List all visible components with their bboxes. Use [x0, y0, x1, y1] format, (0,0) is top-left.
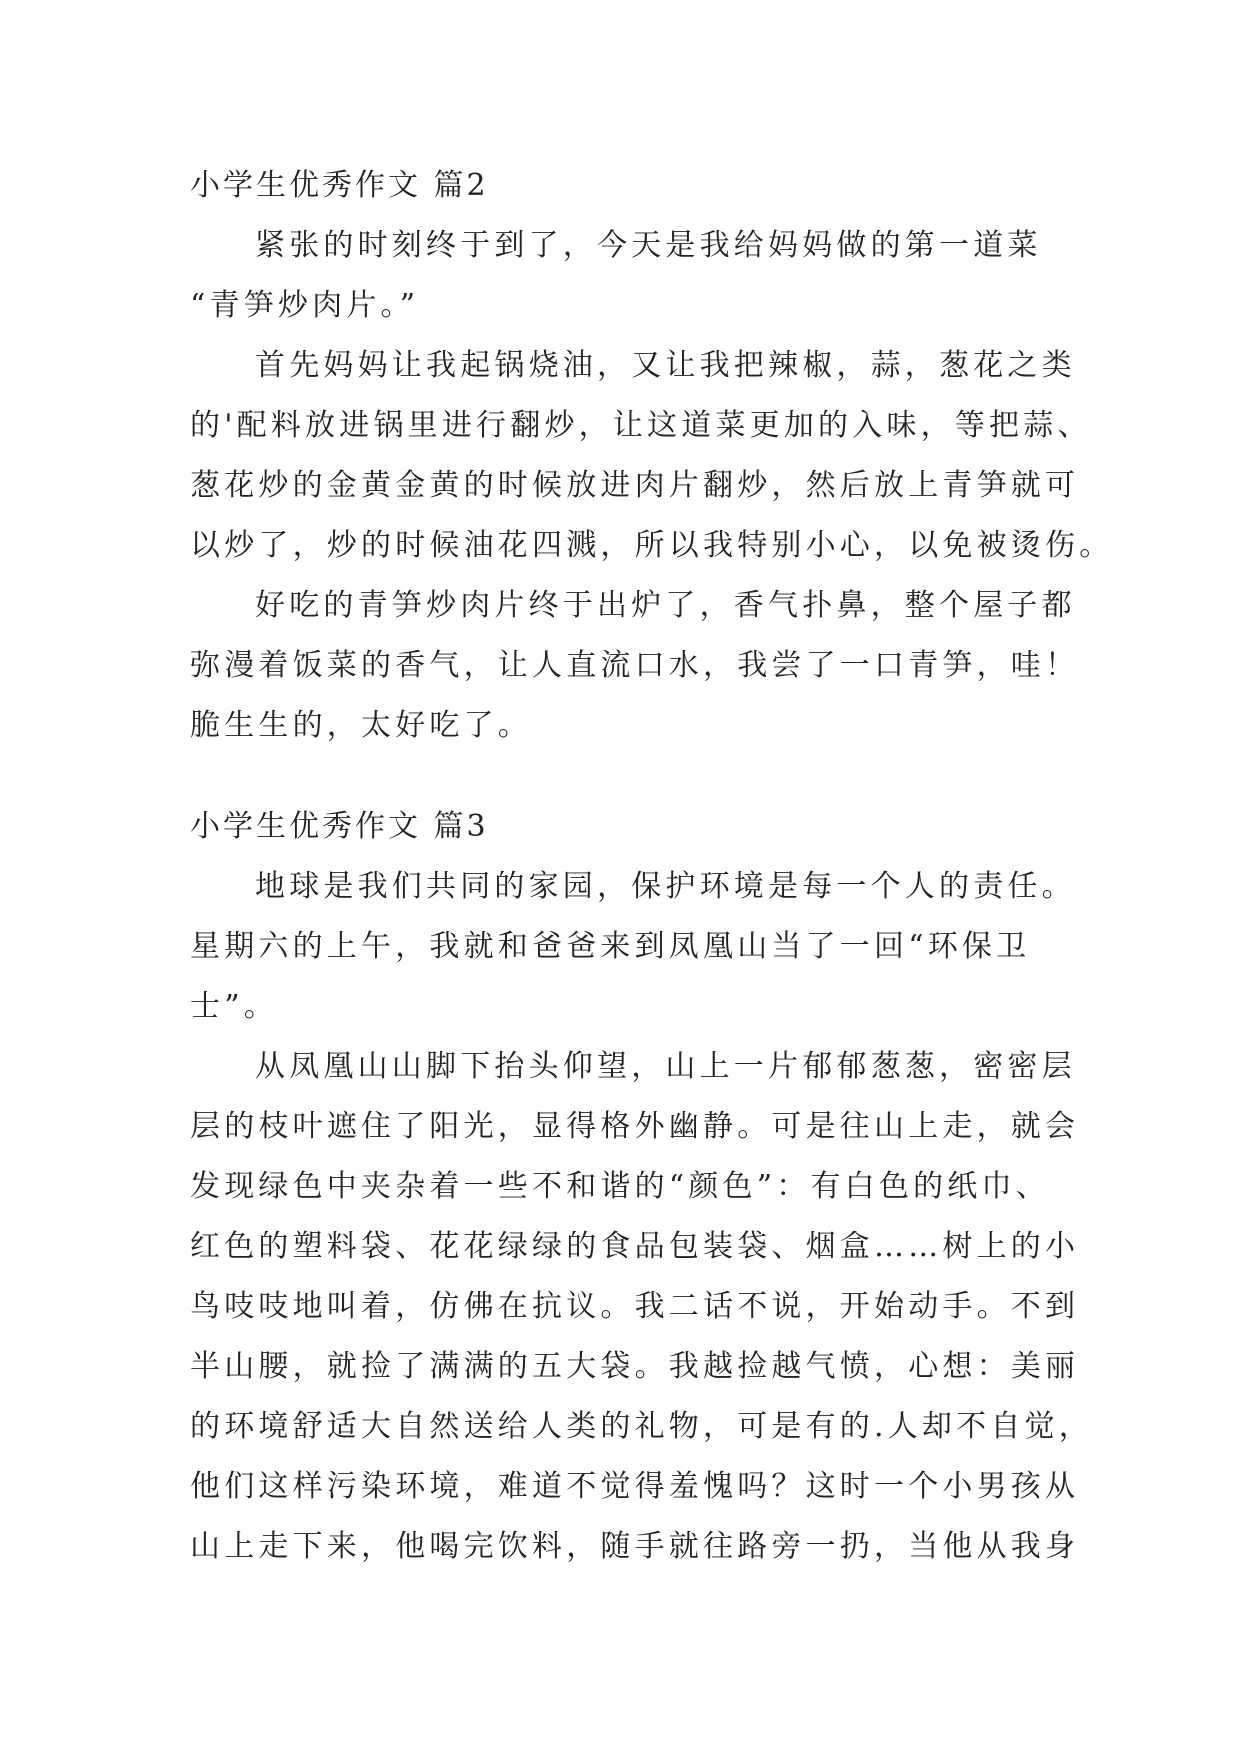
- section-title: 小学生优秀作文 篇2: [190, 168, 489, 203]
- paragraph-line: 他们这样污染环境，难道不觉得羞愧吗？这时一个小男孩从: [190, 1469, 1080, 1504]
- paragraph-line: 以炒了，炒的时候油花四溅，所以我特别小心，以免被烫伤。: [190, 528, 1114, 563]
- paragraph-line: 地球是我们共同的家园，保护环境是每一个人的责任。: [255, 869, 1076, 904]
- paragraph-line: 红色的塑料袋、花花绿绿的食品包装袋、烟盒……树上的小: [190, 1229, 1080, 1264]
- paragraph-line: 发现绿色中夹杂着一些不和谐的“颜色”：有白色的纸巾、: [190, 1169, 1050, 1204]
- paragraph-line: 的环境舒适大自然送给人类的礼物，可是有的.人却不自觉，: [190, 1409, 1093, 1444]
- paragraph-line: 士”。: [190, 989, 278, 1024]
- paragraph-line: “青笋炒肉片。”: [190, 288, 420, 323]
- paragraph-line: 好吃的青笋炒肉片终于出炉了，香气扑鼻，整个屋子都: [255, 588, 1076, 623]
- paragraph-line: 层的枝叶遮住了阳光，显得格外幽静。可是往山上走，就会: [190, 1109, 1080, 1144]
- paragraph-line: 鸟吱吱地叫着，仿佛在抗议。我二话不说，开始动手。不到: [190, 1289, 1080, 1324]
- paragraph-line: 山上走下来，他喝完饮料，随手就往路旁一扔，当他从我身: [190, 1529, 1080, 1564]
- paragraph-line: 从凤凰山山脚下抬头仰望，山上一片郁郁葱葱，密密层: [255, 1049, 1076, 1084]
- paragraph-line: 首先妈妈让我起锅烧油，又让我把辣椒，蒜，葱花之类: [255, 348, 1076, 383]
- section-title: 小学生优秀作文 篇3: [190, 809, 489, 844]
- paragraph-line: 半山腰，就捡了满满的五大袋。我越捡越气愤，心想：美丽: [190, 1349, 1080, 1384]
- paragraph-line: 脆生生的，太好吃了。: [190, 708, 532, 743]
- paragraph-line: 星期六的上午，我就和爸爸来到凤凰山当了一回“环保卫: [190, 929, 1031, 964]
- paragraph-line: 的'配料放进锅里进行翻炒，让这道菜更加的入味，等把蒜、: [190, 408, 1092, 443]
- paragraph-line: 葱花炒的金黄金黄的时候放进肉片翻炒，然后放上青笋就可: [190, 468, 1080, 503]
- paragraph-line: 弥漫着饭菜的香气，让人直流口水，我尝了一口青笋，哇！: [190, 648, 1080, 683]
- paragraph-line: 紧张的时刻终于到了，今天是我给妈妈做的第一道菜: [255, 228, 1042, 263]
